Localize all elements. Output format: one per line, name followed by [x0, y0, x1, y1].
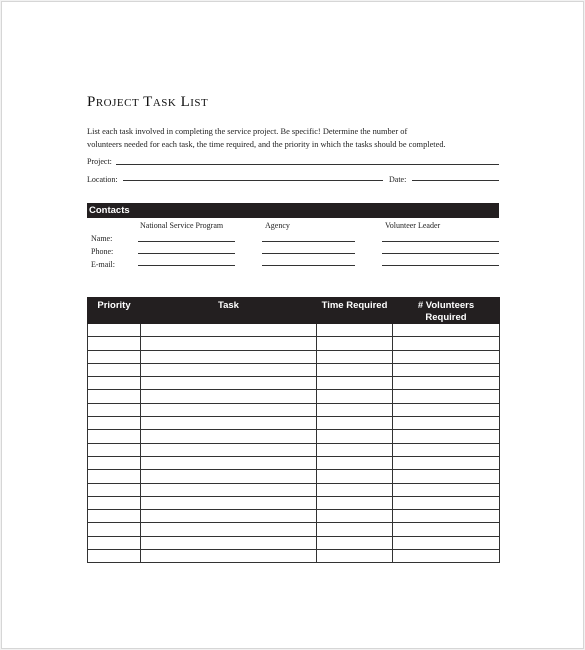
time-required-cell[interactable]: [317, 337, 393, 350]
table-row: [88, 443, 500, 456]
task-cell[interactable]: [141, 417, 317, 430]
name-leader-line[interactable]: [382, 241, 499, 242]
volunteers-cell[interactable]: [393, 350, 500, 363]
priority-cell[interactable]: [88, 483, 141, 496]
contacts-row-name: Name:: [91, 234, 113, 243]
time-required-cell[interactable]: [317, 443, 393, 456]
volunteers-cell[interactable]: [393, 523, 500, 536]
priority-cell[interactable]: [88, 377, 141, 390]
priority-cell[interactable]: [88, 417, 141, 430]
phone-agency-line[interactable]: [262, 253, 355, 254]
time-required-cell[interactable]: [317, 483, 393, 496]
priority-cell[interactable]: [88, 456, 141, 469]
task-cell[interactable]: [141, 456, 317, 469]
location-date-field[interactable]: [87, 174, 499, 186]
table-row: [88, 417, 500, 430]
time-required-cell[interactable]: [317, 550, 393, 563]
time-required-cell[interactable]: [317, 496, 393, 509]
phone-national-line[interactable]: [138, 253, 235, 254]
date-input-line[interactable]: [412, 180, 499, 181]
task-cell[interactable]: [141, 350, 317, 363]
task-cell[interactable]: [141, 496, 317, 509]
project-field[interactable]: [87, 156, 499, 168]
task-cell[interactable]: [141, 324, 317, 337]
location-label: Location:: [87, 175, 118, 184]
task-table: [87, 297, 500, 563]
table-row: [88, 430, 500, 443]
priority-cell[interactable]: [88, 443, 141, 456]
time-required-cell[interactable]: [317, 324, 393, 337]
priority-cell[interactable]: [88, 390, 141, 403]
priority-cell[interactable]: [88, 536, 141, 549]
time-required-cell[interactable]: [317, 456, 393, 469]
task-cell[interactable]: [141, 536, 317, 549]
table-row: [88, 536, 500, 549]
volunteers-cell[interactable]: [393, 324, 500, 337]
task-cell[interactable]: [141, 470, 317, 483]
table-row: [88, 550, 500, 563]
table-row: [88, 470, 500, 483]
priority-cell[interactable]: [88, 550, 141, 563]
task-cell[interactable]: [141, 523, 317, 536]
table-row: [88, 523, 500, 536]
priority-cell[interactable]: [88, 510, 141, 523]
table-row: [88, 456, 500, 469]
time-required-cell[interactable]: [317, 536, 393, 549]
volunteers-cell[interactable]: [393, 363, 500, 376]
table-row: [88, 403, 500, 416]
volunteers-cell[interactable]: [393, 377, 500, 390]
contacts-row-phone: Phone:: [91, 247, 114, 256]
time-required-cell[interactable]: [317, 377, 393, 390]
priority-cell[interactable]: [88, 350, 141, 363]
instructions-line-1: List each task involved in completing the service project. Be specific! Determine the number of: [87, 127, 408, 136]
task-table-header-row: [88, 298, 500, 324]
volunteers-cell[interactable]: [393, 483, 500, 496]
header-volunteers-line-2: Required: [425, 311, 467, 323]
volunteers-cell[interactable]: [393, 417, 500, 430]
priority-cell[interactable]: [88, 324, 141, 337]
table-row: [88, 337, 500, 350]
contacts-col-national-service: National Service Program: [140, 221, 224, 230]
volunteers-cell[interactable]: [393, 536, 500, 549]
priority-cell[interactable]: [88, 496, 141, 509]
time-required-cell[interactable]: [317, 430, 393, 443]
time-required-cell[interactable]: [317, 470, 393, 483]
time-required-cell[interactable]: [317, 363, 393, 376]
name-agency-line[interactable]: [262, 241, 355, 242]
time-required-cell[interactable]: [317, 417, 393, 430]
table-row: [88, 496, 500, 509]
instructions-text: [87, 126, 499, 151]
task-table-body: [88, 324, 500, 563]
task-cell[interactable]: [141, 403, 317, 416]
contacts-col-agency: Agency: [265, 221, 290, 230]
priority-cell[interactable]: [88, 523, 141, 536]
project-label: Project:: [87, 157, 112, 166]
contacts-heading: Contacts: [87, 203, 499, 218]
table-row: [88, 363, 500, 376]
task-cell[interactable]: [141, 443, 317, 456]
volunteers-cell[interactable]: [393, 456, 500, 469]
task-cell[interactable]: [141, 430, 317, 443]
task-cell[interactable]: [141, 363, 317, 376]
time-required-cell[interactable]: [317, 403, 393, 416]
time-required-cell[interactable]: [317, 510, 393, 523]
table-row: [88, 377, 500, 390]
time-required-cell[interactable]: [317, 390, 393, 403]
contacts-row-email: E-mail:: [91, 260, 115, 269]
page-title: Project Task List: [87, 94, 209, 110]
email-national-line[interactable]: [138, 265, 235, 266]
header-volunteers-required: [393, 298, 500, 324]
phone-leader-line[interactable]: [382, 253, 499, 254]
volunteers-cell[interactable]: [393, 550, 500, 563]
document-page: [1, 1, 584, 649]
priority-cell[interactable]: [88, 430, 141, 443]
header-priority: Priority: [88, 298, 141, 324]
date-label: Date:: [389, 175, 407, 184]
table-row: [88, 510, 500, 523]
priority-cell[interactable]: [88, 403, 141, 416]
task-cell[interactable]: [141, 483, 317, 496]
volunteers-cell[interactable]: [393, 430, 500, 443]
task-cell[interactable]: [141, 377, 317, 390]
volunteers-cell[interactable]: [393, 496, 500, 509]
task-cell[interactable]: [141, 550, 317, 563]
time-required-cell[interactable]: [317, 350, 393, 363]
header-volunteers-line-1: # Volunteers: [417, 300, 475, 311]
email-agency-line[interactable]: [262, 265, 355, 266]
email-leader-line[interactable]: [382, 265, 499, 266]
volunteers-cell[interactable]: [393, 443, 500, 456]
instructions-line-2: volunteers needed for each task, the time required, and the priority in which the tasks should be completed.: [87, 139, 446, 149]
priority-cell[interactable]: [88, 337, 141, 350]
table-row: [88, 483, 500, 496]
volunteers-cell[interactable]: [393, 337, 500, 350]
table-row: [88, 390, 500, 403]
priority-cell[interactable]: [88, 363, 141, 376]
contacts-col-volunteer-leader: Volunteer Leader: [385, 221, 441, 230]
priority-cell[interactable]: [88, 470, 141, 483]
task-cell[interactable]: [141, 510, 317, 523]
volunteers-cell[interactable]: [393, 470, 500, 483]
header-task: Task: [141, 298, 317, 324]
project-input-line[interactable]: [116, 164, 499, 165]
table-row: [88, 324, 500, 337]
table-row: [88, 350, 500, 363]
volunteers-cell[interactable]: [393, 390, 500, 403]
location-input-line[interactable]: [123, 180, 383, 181]
header-time-required: Time Required: [317, 298, 393, 324]
volunteers-cell[interactable]: [393, 510, 500, 523]
name-national-line[interactable]: [138, 241, 235, 242]
time-required-cell[interactable]: [317, 523, 393, 536]
task-cell[interactable]: [141, 337, 317, 350]
task-cell[interactable]: [141, 390, 317, 403]
volunteers-cell[interactable]: [393, 403, 500, 416]
